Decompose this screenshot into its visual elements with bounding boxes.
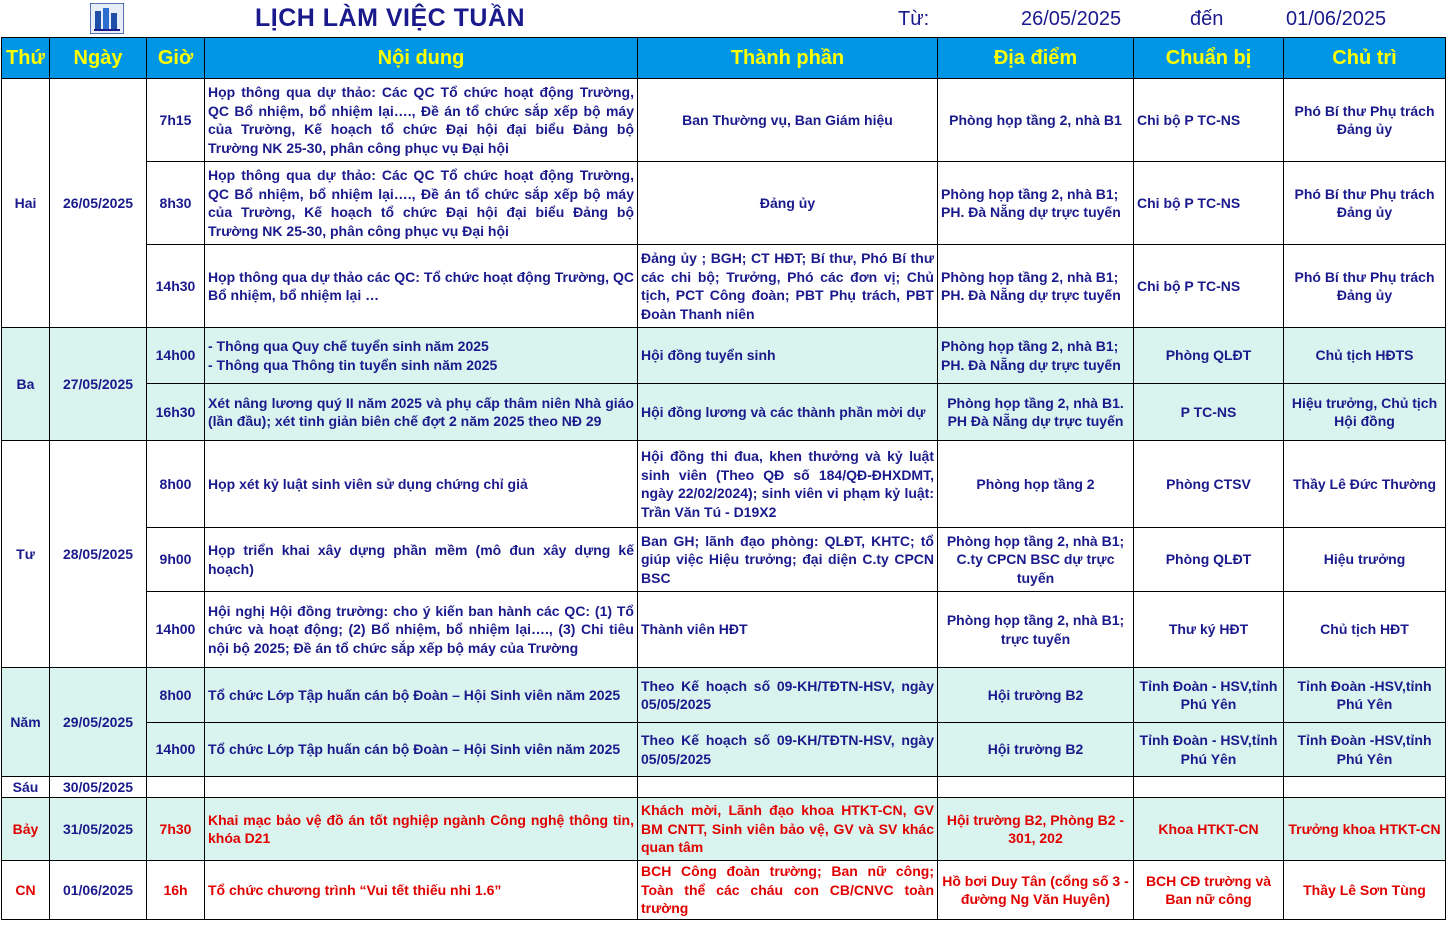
table-row (2, 162, 1446, 245)
location-cell: Hội trường B2, Phòng B2 - 301, 202 (938, 798, 1134, 861)
time-cell: 7h15 (147, 79, 205, 162)
prep-cell: Tỉnh Đoàn - HSV,tỉnh Phú Yên (1134, 723, 1284, 777)
table-row (2, 592, 1446, 668)
time-cell: 8h00 (147, 441, 205, 528)
participants-cell: Đảng ủy (638, 162, 938, 245)
participants-cell: Theo Kế hoạch số 09-KH/TĐTN-HSV, ngày 05/05/2025 (638, 668, 938, 723)
participants-cell: Ban GH; lãnh đạo phòng: QLĐT, KHTC; tổ giúp việc Hiệu trưởng; đại diện C.ty CPCN BSC (638, 528, 938, 592)
table-row (2, 245, 1446, 328)
time-cell: 16h (147, 861, 205, 920)
content-cell (205, 777, 638, 798)
university-logo-icon (90, 3, 124, 34)
chair-cell: Trưởng khoa HTKT-CN (1284, 798, 1446, 861)
time-cell: 14h00 (147, 328, 205, 384)
content-cell: Xét nâng lương quý II năm 2025 và phụ cấp thâm niên Nhà giáo (lần đầu); xét tinh giản biên chế đợt 2 năm 2025 theo NĐ 29 (205, 384, 638, 441)
day-cell: CN (2, 861, 50, 920)
participants-cell: Đảng ủy ; BGH; CT HĐT; Bí thư, Phó Bí thư các chi bộ; Trưởng, Phó các đơn vị; Chủ tịch, PCT Công đoàn; PBT Phụ trách, PBT Đoàn Thanh niên (638, 245, 938, 328)
location-cell: Hồ bơi Duy Tân (cổng số 3 - đường Ng Văn Huyên) (938, 861, 1134, 920)
participants-cell: Hội đồng lương và các thành phần mời dự (638, 384, 938, 441)
content-cell: Họp thông qua dự thảo: Các QC Tổ chức hoạt động Trường, QC Bổ nhiệm, bổ nhiệm lại…., Đề án tổ chức sắp xếp bộ máy của Trường, Kế hoạch tổ chức Đại hội đại biểu Đảng bộ Trường NK 25-30, phân công phục vụ Đại hội (205, 79, 638, 162)
location-cell: Phòng họp tầng 2, nhà B1; C.ty CPCN BSC dự trực tuyến (938, 528, 1134, 592)
table-row (2, 79, 1446, 162)
content-cell: Họp thông qua dự thảo: Các QC Tổ chức hoạt động Trường, QC Bổ nhiệm, bổ nhiệm lại…., Đề án tổ chức sắp xếp bộ máy của Trường, Kế hoạch tổ chức Đại hội đại biểu Đảng bộ Trường NK 25-30, phân công phục vụ Đại hội (205, 162, 638, 245)
page-title: LỊCH LÀM VIỆC TUẦN (255, 4, 526, 32)
participants-cell: Hội đồng tuyển sinh (638, 328, 938, 384)
participants-cell: Theo Kế hoạch số 09-KH/TĐTN-HSV, ngày 05/05/2025 (638, 723, 938, 777)
content-cell: Tổ chức Lớp Tập huấn cán bộ Đoàn – Hội Sinh viên năm 2025 (205, 723, 638, 777)
col-header-day: Thứ (2, 38, 50, 79)
day-cell: Sáu (2, 777, 50, 798)
date-cell: 30/05/2025 (50, 777, 147, 798)
participants-cell: BCH Công đoàn trường; Ban nữ công; Toàn thể các cháu con CB/CNVC toàn trường (638, 861, 938, 920)
location-cell: Phòng họp tầng 2, nhà B1; PH. Đà Nẵng dự trực tuyến (938, 245, 1134, 328)
chair-cell: Thầy Lê Đức Thường (1284, 441, 1446, 528)
date-cell: 29/05/2025 (50, 668, 147, 777)
to-label: đến (1190, 8, 1224, 30)
day-cell: Tư (2, 441, 50, 668)
content-cell: Họp thông qua dự thảo các QC: Tổ chức hoạt động Trường, QC Bổ nhiệm, bổ nhiệm lại … (205, 245, 638, 328)
date-cell: 31/05/2025 (50, 798, 147, 861)
table-row (2, 328, 1446, 384)
table-row (2, 723, 1446, 777)
date-cell: 01/06/2025 (50, 861, 147, 920)
schedule-table (1, 37, 1446, 920)
location-cell: Hội trường B2 (938, 668, 1134, 723)
time-cell: 14h00 (147, 592, 205, 668)
col-header-prep: Chuẩn bị (1134, 38, 1284, 79)
day-cell: Ba (2, 328, 50, 441)
col-header-content: Nội dung (205, 38, 638, 79)
prep-cell: Chi bộ P TC-NS (1134, 79, 1284, 162)
table-row (2, 798, 1446, 861)
content-cell: Khai mạc bảo vệ đồ án tốt nghiệp ngành Công nghệ thông tin, khóa D21 (205, 798, 638, 861)
prep-cell: Thư ký HĐT (1134, 592, 1284, 668)
date-cell: 28/05/2025 (50, 441, 147, 668)
prep-cell (1134, 777, 1284, 798)
chair-cell: Thầy Lê Sơn Tùng (1284, 861, 1446, 920)
prep-cell: Chi bộ P TC-NS (1134, 162, 1284, 245)
location-cell: Phòng họp tầng 2, nhà B1. PH Đà Nẵng dự trực tuyến (938, 384, 1134, 441)
col-header-location: Địa điểm (938, 38, 1134, 79)
chair-cell: Tỉnh Đoàn -HSV,tỉnh Phú Yên (1284, 668, 1446, 723)
participants-cell (638, 777, 938, 798)
content-cell: Tổ chức chương trình “Vui tết thiếu nhi 1.6” (205, 861, 638, 920)
participants-cell: Hội đồng thi đua, khen thưởng và kỷ luật sinh viên (Theo QĐ số 184/QĐ-ĐHXDMT, ngày 22/02/2024); sinh viên vi phạm kỷ luật: Trần Văn Tú - D19X2 (638, 441, 938, 528)
table-row (2, 528, 1446, 592)
chair-cell: Phó Bí thư Phụ trách Đảng ủy (1284, 245, 1446, 328)
location-cell: Phòng họp tầng 2, nhà B1; trực tuyến (938, 592, 1134, 668)
date-cell: 26/05/2025 (50, 79, 147, 328)
table-row (2, 441, 1446, 528)
day-cell: Bảy (2, 798, 50, 861)
time-cell: 8h00 (147, 668, 205, 723)
page-header (0, 0, 1447, 37)
content-cell: Họp triển khai xây dựng phần mềm (mô đun xây dựng kế hoạch) (205, 528, 638, 592)
col-header-chair: Chủ trì (1284, 38, 1446, 79)
chair-cell: Chủ tịch HĐT (1284, 592, 1446, 668)
location-cell: Hội trường B2 (938, 723, 1134, 777)
table-row (2, 861, 1446, 920)
prep-cell: Phòng QLĐT (1134, 328, 1284, 384)
table-row (2, 384, 1446, 441)
content-cell: - Thông qua Quy chế tuyển sinh năm 2025 - Thông qua Thông tin tuyển sinh năm 2025 (205, 328, 638, 384)
content-cell: Tổ chức Lớp Tập huấn cán bộ Đoàn – Hội Sinh viên năm 2025 (205, 668, 638, 723)
chair-cell: Hiệu trưởng (1284, 528, 1446, 592)
time-cell: 8h30 (147, 162, 205, 245)
location-cell (938, 777, 1134, 798)
participants-cell: Thành viên HĐT (638, 592, 938, 668)
prep-cell: P TC-NS (1134, 384, 1284, 441)
time-cell (147, 777, 205, 798)
location-cell: Phòng họp tầng 2 (938, 441, 1134, 528)
from-label: Từ: (898, 8, 930, 30)
time-cell: 14h00 (147, 723, 205, 777)
to-date: 01/06/2025 (1286, 8, 1387, 30)
date-cell: 27/05/2025 (50, 328, 147, 441)
col-header-participants: Thành phần (638, 38, 938, 79)
table-row (2, 668, 1446, 723)
location-cell: Phòng họp tầng 2, nhà B1; PH. Đà Nẵng dự trực tuyến (938, 328, 1134, 384)
location-cell: Phòng họp tầng 2, nhà B1; PH. Đà Nẵng dự trực tuyến (938, 162, 1134, 245)
time-cell: 14h30 (147, 245, 205, 328)
prep-cell: BCH CĐ trường và Ban nữ công (1134, 861, 1284, 920)
table-row (2, 777, 1446, 798)
day-cell: Năm (2, 668, 50, 777)
header-row (2, 38, 1446, 79)
col-header-date: Ngày (50, 38, 147, 79)
time-cell: 16h30 (147, 384, 205, 441)
chair-cell: Phó Bí thư Phụ trách Đảng ủy (1284, 79, 1446, 162)
participants-cell: Khách mời, Lãnh đạo khoa HTKT-CN, GV BM CNTT, Sinh viên bảo vệ, GV và SV khác quan tâm (638, 798, 938, 861)
chair-cell: Hiệu trưởng, Chủ tịch Hội đồng (1284, 384, 1446, 441)
prep-cell: Phòng CTSV (1134, 441, 1284, 528)
day-cell: Hai (2, 79, 50, 328)
content-cell: Hội nghị Hội đồng trường: cho ý kiến ban hành các QC: (1) Tổ chức và hoạt động; (2) Bổ nhiệm, bổ nhiệm lại…., (3) Chi tiêu nội bộ 2025; Đề án tổ chức sắp xếp bộ máy của Trường (205, 592, 638, 668)
prep-cell: Chi bộ P TC-NS (1134, 245, 1284, 328)
time-cell: 7h30 (147, 798, 205, 861)
chair-cell: Tỉnh Đoàn -HSV,tỉnh Phú Yên (1284, 723, 1446, 777)
participants-cell: Ban Thường vụ, Ban Giám hiệu (638, 79, 938, 162)
time-cell: 9h00 (147, 528, 205, 592)
chair-cell: Chủ tịch HĐTS (1284, 328, 1446, 384)
chair-cell: Phó Bí thư Phụ trách Đảng ủy (1284, 162, 1446, 245)
chair-cell (1284, 777, 1446, 798)
prep-cell: Khoa HTKT-CN (1134, 798, 1284, 861)
content-cell: Họp xét kỷ luật sinh viên sử dụng chứng chỉ giả (205, 441, 638, 528)
col-header-time: Giờ (147, 38, 205, 79)
location-cell: Phòng họp tầng 2, nhà B1 (938, 79, 1134, 162)
prep-cell: Tỉnh Đoàn - HSV,tỉnh Phú Yên (1134, 668, 1284, 723)
prep-cell: Phòng QLĐT (1134, 528, 1284, 592)
from-date: 26/05/2025 (1021, 8, 1122, 30)
